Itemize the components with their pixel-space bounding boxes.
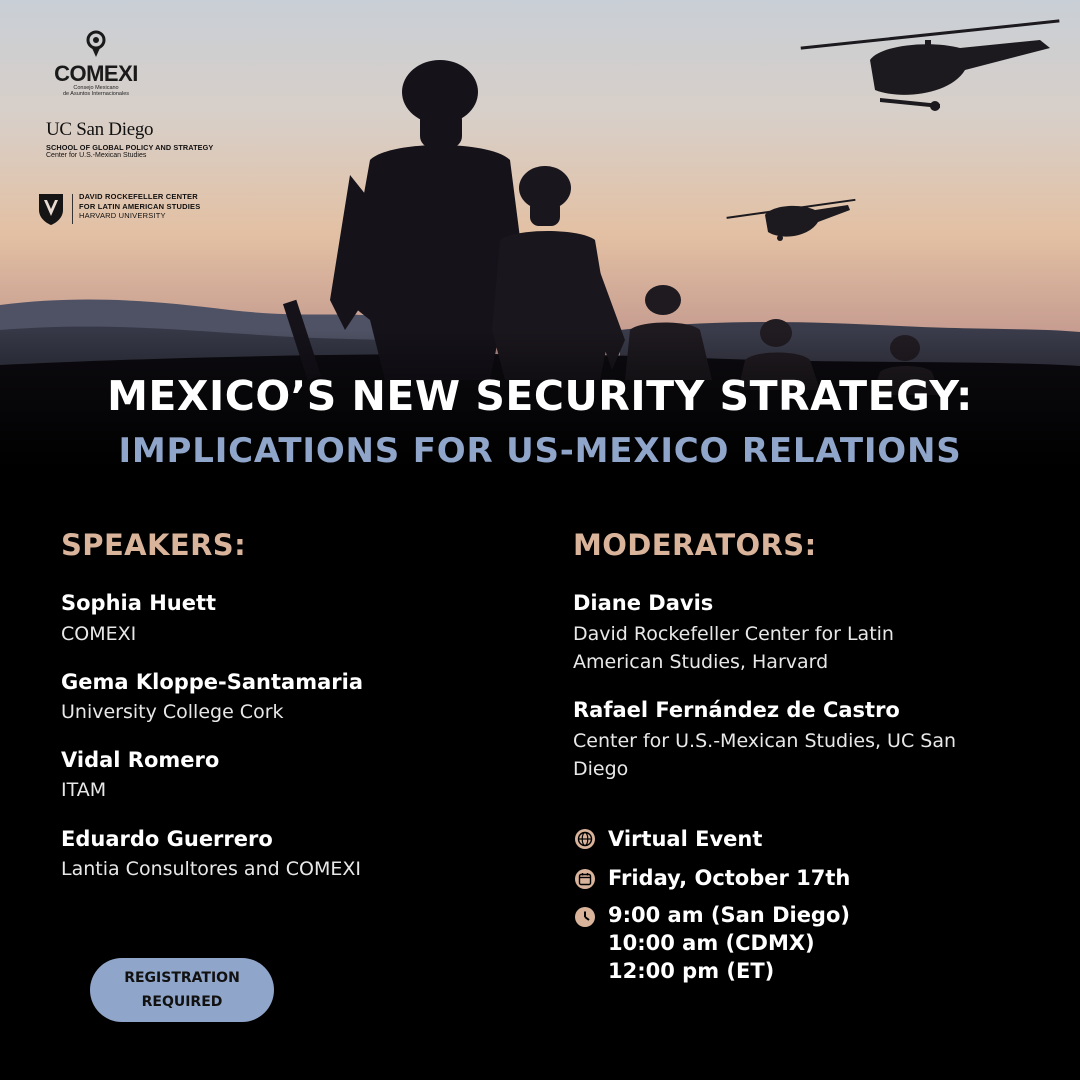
clock-icon: [574, 906, 596, 928]
ucsd-logo: [46, 120, 213, 160]
moderator-affiliation: David Rockefeller Center for Latin: [573, 623, 894, 645]
drclas-logo: [38, 192, 200, 226]
event-time-san-diego: 9:00 am (San Diego): [608, 903, 850, 927]
event-time-et: 12:00 pm (ET): [608, 959, 775, 983]
speaker-name: Sophia Huett: [61, 591, 217, 615]
event-title: MEXICO’S NEW SECURITY STRATEGY:: [107, 372, 973, 420]
comexi-logo: [46, 30, 146, 97]
drclas-logo-divider: [72, 194, 73, 224]
speaker-affiliation: University College Cork: [61, 701, 284, 723]
ucsd-logo-center: Center for U.S.-Mexican Studies: [46, 152, 147, 159]
event-date: Friday, October 17th: [608, 866, 851, 890]
speaker-name: Eduardo Guerrero: [61, 827, 273, 851]
speaker-name: Gema Kloppe-Santamaria: [61, 670, 363, 694]
registration-required-button[interactable]: [90, 958, 274, 1022]
registration-button-line-1: REGISTRATION: [124, 970, 240, 986]
drclas-logo-line-2: FOR LATIN AMERICAN STUDIES: [79, 201, 201, 211]
drclas-logo-line-3: HARVARD UNIVERSITY: [79, 211, 166, 220]
moderator-affiliation: Center for U.S.-Mexican Studies, UC San: [573, 730, 957, 752]
ucsd-logo-name: UC San Diego: [46, 119, 154, 140]
moderator-affiliation: Diego: [573, 758, 629, 780]
comexi-logo-sub-1: Consejo Mexicano: [73, 85, 119, 91]
speakers-heading: SPEAKERS:: [61, 528, 247, 562]
moderators-heading: MODERATORS:: [573, 528, 817, 562]
speaker-affiliation: ITAM: [61, 779, 107, 801]
ucsd-logo-school: SCHOOL OF GLOBAL POLICY AND STRATEGY: [46, 143, 214, 152]
event-subtitle: IMPLICATIONS FOR US-MEXICO RELATIONS: [118, 431, 962, 471]
comexi-emblem-icon: [83, 30, 109, 58]
event-time-cdmx: 10:00 am (CDMX): [608, 931, 815, 955]
moderator-name: Diane Davis: [573, 591, 714, 615]
globe-icon: [574, 828, 596, 850]
harvard-shield-icon: [38, 192, 64, 226]
speaker-name: Vidal Romero: [61, 748, 220, 772]
drclas-logo-text: [79, 192, 200, 221]
moderator-name: Rafael Fernández de Castro: [573, 698, 900, 722]
drclas-logo-line-1: DAVID ROCKEFELLER CENTER: [79, 192, 198, 201]
comexi-logo-name: COMEXI: [54, 61, 138, 86]
speaker-affiliation: Lantia Consultores and COMEXI: [61, 858, 361, 880]
moderator-affiliation: American Studies, Harvard: [573, 651, 829, 673]
speaker-affiliation: COMEXI: [61, 623, 137, 645]
calendar-icon: [574, 868, 596, 890]
registration-button-line-2: REQUIRED: [141, 994, 223, 1010]
comexi-logo-sub-2: de Asuntos Internacionales: [62, 91, 130, 97]
event-format: Virtual Event: [608, 827, 763, 851]
